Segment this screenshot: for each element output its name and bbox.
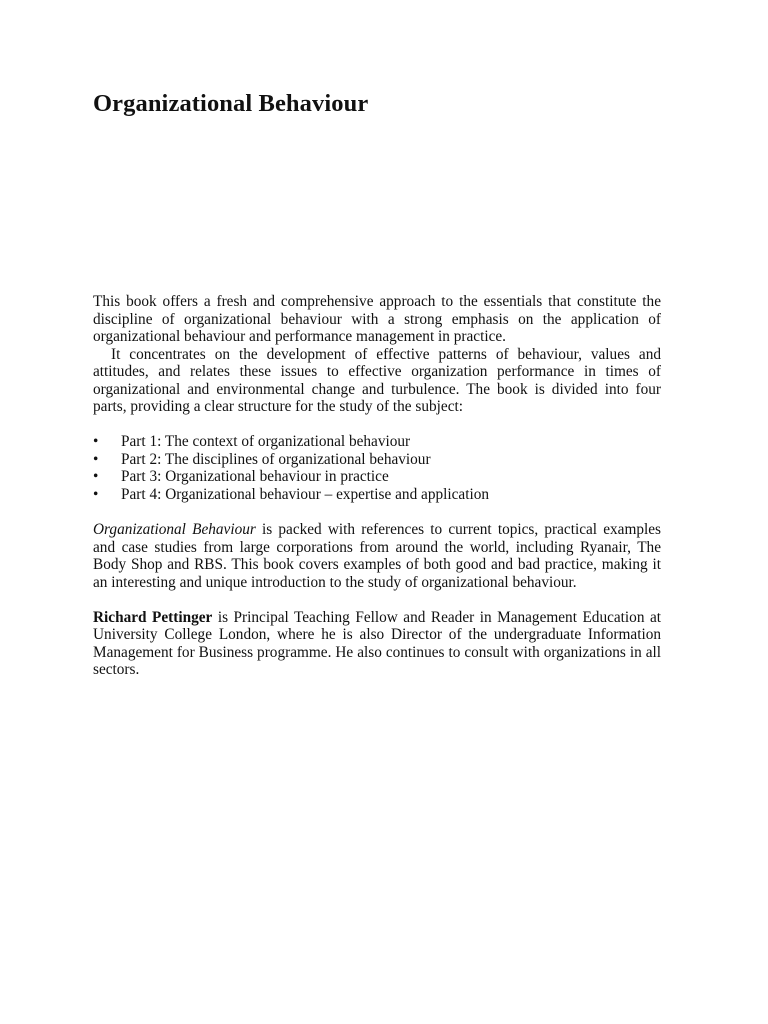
author-name: Richard Pettinger — [93, 608, 213, 626]
intro-paragraph-1: This book offers a fresh and comprehensive approach to the essentials that constitute the discipline of organizational behaviour with a strong emphasis on the application of organizational behaviour and performance management in practice. — [93, 293, 661, 346]
intro-paragraph-2: It concentrates on the development of effective patterns of behaviour, values and attitudes, and relates these issues to effective organization performance in times of organizational and environmental change and turbulence. The book is divided into four parts, providing a clear structure for the study of the subject: — [93, 345, 661, 416]
bullet-icon: • — [93, 433, 99, 451]
bullet-icon: • — [93, 450, 99, 468]
part-4-label: Part 4: Organizational behaviour – expertise and application — [121, 486, 489, 504]
blurb — [93, 293, 661, 679]
part-2-label: Part 2: The disciplines of organizational behaviour — [121, 450, 431, 468]
bullet-icon: • — [93, 486, 99, 504]
list-item — [93, 468, 661, 486]
part-3-label: Part 3: Organizational behaviour in practice — [121, 468, 389, 486]
book-title: Organizational Behaviour — [93, 90, 369, 117]
author-bio: is Principal Teaching Fellow and Reader in Management Education at University College London, where he is also Director of the undergraduate Information Management for Business programme. He also continues to consult with organizations in all sectors. — [93, 608, 661, 679]
bullet-icon: • — [93, 468, 99, 486]
spacer — [93, 416, 661, 434]
spacer — [93, 591, 661, 609]
description-paragraph — [93, 521, 661, 591]
spacer — [93, 504, 661, 522]
list-item — [93, 433, 661, 451]
author-paragraph — [93, 609, 661, 679]
list-item — [93, 486, 661, 504]
part-1-label: Part 1: The context of organizational behaviour — [121, 433, 411, 451]
description-text: is packed with references to current topics, practical examples and case studies from large corporations from around the world, including Ryanair, The Body Shop and RBS. This book covers examples of both good and bad practice, making it an interesting and unique introduction to the study of organizational behaviour. — [93, 521, 661, 591]
parts-list — [93, 433, 661, 503]
book-title-reference: Organizational Behaviour — [93, 521, 256, 539]
list-item — [93, 451, 661, 469]
